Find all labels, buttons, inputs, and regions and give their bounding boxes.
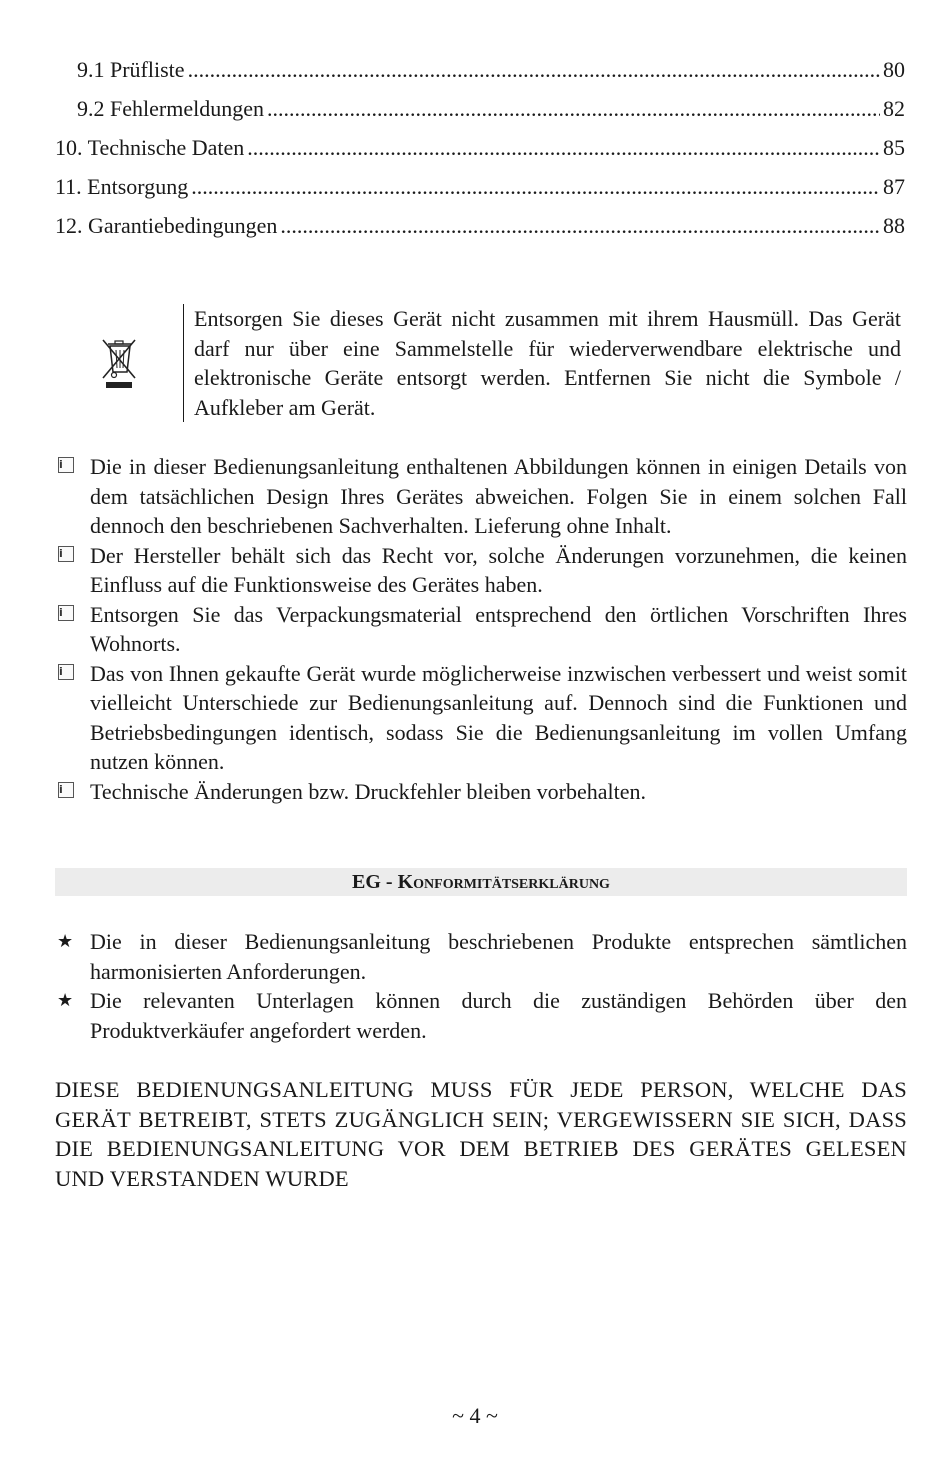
info-icon: i — [58, 664, 74, 680]
list-item — [55, 777, 907, 807]
manual-notice: DIESE BEDIENUNGSANLEITUNG MUSS FÜR JEDE PERSON, WELCHE DAS GERÄT BETREIBT, STETS ZUGÄNGLICH SEIN; VERGEWISSERN SIE SICH, DASS DIE BEDIENUNGSANLEITUNG VOR DEM BETRIEB DES GERÄTES GELESEN UND VERSTANDEN WURDE — [55, 1077, 907, 1191]
toc-dot-leader — [191, 167, 880, 206]
table-of-contents — [55, 50, 905, 245]
declaration-text: Die relevanten Unterlagen können durch die zuständigen Behörden über den Produktverkäufer angefordert werden. — [90, 988, 907, 1043]
toc-entry[interactable] — [55, 206, 905, 245]
list-item — [55, 541, 907, 600]
crossed-out-wheelie-bin-icon — [99, 336, 139, 392]
declaration-text: Die in dieser Bedienungsanleitung beschriebenen Produkte entsprechen sämtlichen harmonisierten Anforderungen. — [90, 929, 907, 984]
disposal-notice — [95, 304, 901, 424]
list-item — [55, 452, 907, 541]
toc-entry-label: 9.2 Fehlermeldungen — [77, 96, 264, 121]
toc-entry-label: 11. Entsorgung — [55, 174, 189, 199]
toc-entry-page: 82 — [883, 96, 905, 121]
info-icon: i — [58, 782, 74, 798]
note-text: Technische Änderungen bzw. Druckfehler bleiben vorbehalten. — [90, 778, 646, 804]
toc-dot-leader — [267, 89, 880, 128]
toc-entry[interactable] — [55, 89, 905, 128]
toc-entry-label: 12. Garantiebedingungen — [55, 213, 278, 238]
list-item — [55, 986, 907, 1045]
info-icon: i — [58, 546, 74, 562]
toc-entry-page: 85 — [883, 135, 905, 160]
declaration-list — [55, 927, 907, 1045]
toc-entry-page: 87 — [883, 174, 905, 199]
section-heading-prefix: EG - — [352, 871, 398, 893]
toc-entry-page: 80 — [883, 57, 905, 82]
star-bullet-icon: ★ — [57, 990, 74, 1011]
list-item — [55, 600, 907, 659]
note-text: Die in dieser Bedienungsanleitung enthaltenen Abbildungen können in einigen Details von dem tatsächlichen Design Ihres Gerätes abweichen. Folgen Sie in einem solchen Fall dennoch den beschriebenen Sachverhalten. Lieferung ohne Inhalt. — [90, 454, 907, 538]
disposal-text: Entsorgen Sie dieses Gerät nicht zusammen mit ihrem Hausmüll. Das Gerät darf nur über eine Sammelstelle für wiederverwendbare elektrische und elektronische Geräte entsorgt werden. Entfernen Sie nicht die Symbole / Aufkleber am Gerät. — [183, 304, 901, 422]
toc-dot-leader — [247, 128, 880, 167]
page-number: ~ 4 ~ — [452, 1403, 498, 1428]
toc-entry-label: 9.1 Prüfliste — [77, 57, 185, 82]
info-icon: i — [58, 605, 74, 621]
info-icon: i — [58, 457, 74, 473]
list-item — [55, 927, 907, 986]
toc-dot-leader — [188, 50, 880, 89]
toc-dot-leader — [280, 206, 880, 245]
section-heading — [55, 868, 907, 896]
notes-list — [55, 452, 907, 806]
list-item — [55, 659, 907, 777]
note-text: Das von Ihnen gekaufte Gerät wurde möglicherweise inzwischen verbessert und weist somit vielleicht Unterschiede zur Bedienungsanleitung auf. Dennoch sind die Funktionen und Betriebsbedingungen identisch, sodass Sie die Bedienungsanleitung im vollen Umfang nutzen können. — [90, 660, 907, 774]
toc-entry[interactable] — [55, 50, 905, 89]
toc-entry-label: 10. Technische Daten — [55, 135, 245, 160]
toc-entry[interactable] — [55, 167, 905, 206]
section-heading-title: Konformitätserklärung — [397, 871, 610, 893]
star-bullet-icon: ★ — [57, 931, 74, 952]
note-text: Entsorgen Sie das Verpackungsmaterial entsprechend den örtlichen Vorschriften Ihres Wohnorts. — [90, 601, 907, 656]
toc-entry[interactable] — [55, 128, 905, 167]
toc-entry-page: 88 — [883, 213, 905, 238]
note-text: Der Hersteller behält sich das Recht vor, solche Änderungen vorzunehmen, die keinen Einfluss auf die Funktionsweise des Gerätes haben. — [90, 542, 907, 597]
